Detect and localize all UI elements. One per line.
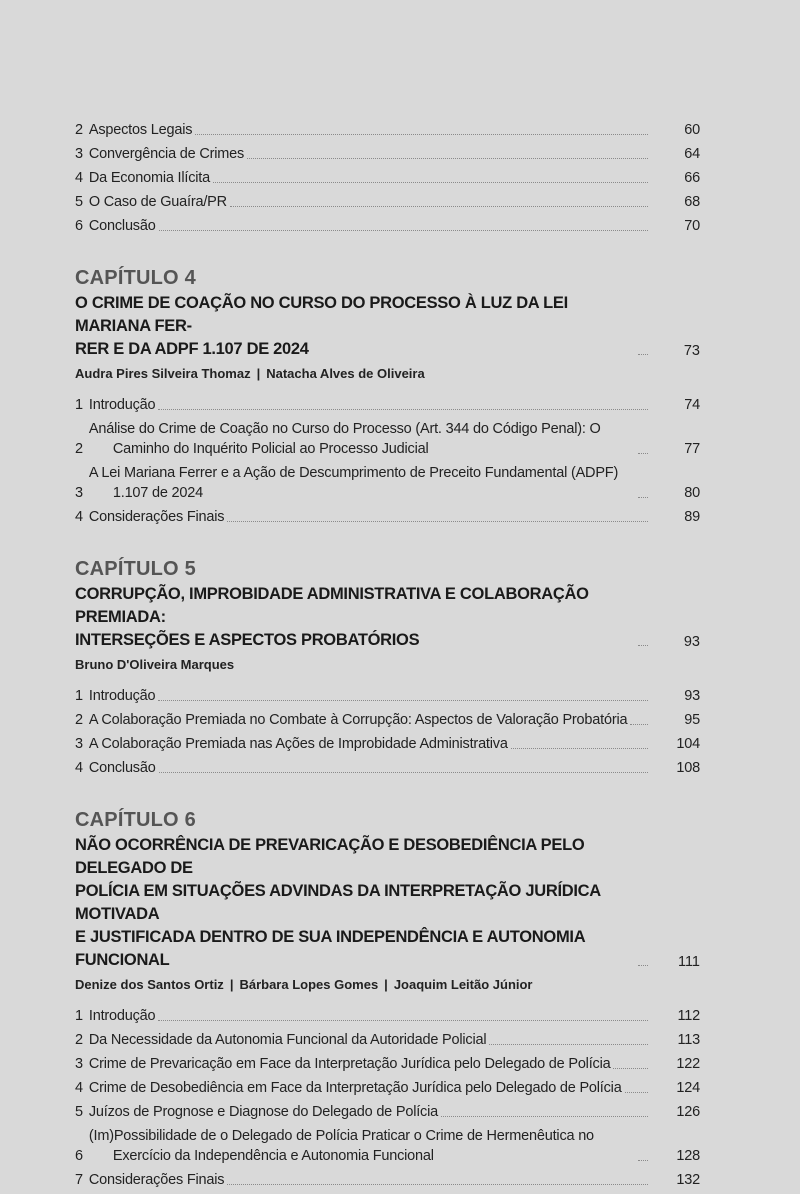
entry-title: Considerações Finais xyxy=(88,1172,225,1188)
chapter-title xyxy=(75,292,635,361)
toc-entry[interactable] xyxy=(75,1078,700,1098)
entry-title-wrap xyxy=(89,1102,652,1122)
entry-page-number: 113 xyxy=(677,1032,700,1048)
dot-leader xyxy=(638,452,648,454)
dot-leader xyxy=(227,520,648,522)
entry-title-wrap xyxy=(89,192,652,212)
toc-entry[interactable] xyxy=(75,1102,700,1122)
toc-entry[interactable] xyxy=(75,463,700,503)
entry-number: 6 xyxy=(75,1148,83,1164)
entry-page-number: 66 xyxy=(684,170,700,186)
entry-title-wrap xyxy=(89,507,652,527)
chapter-title-line: POLÍCIA EM SITUAÇÕES ADVINDAS DA INTERPRETAÇÃO JURÍDICA MOTIVADA xyxy=(75,882,601,923)
dot-leader xyxy=(159,229,648,231)
entry-page-number: 95 xyxy=(684,712,700,728)
entry-page-number: 126 xyxy=(676,1104,700,1120)
entry-number: 3 xyxy=(75,485,83,501)
chapter-block xyxy=(75,557,700,778)
entry-page-number: 128 xyxy=(676,1148,700,1164)
entry-number: 2 xyxy=(75,712,83,728)
entry-title: O Caso de Guaíra/PR xyxy=(88,194,227,210)
entry-title-wrap xyxy=(89,168,652,188)
entry-title: A Colaboração Premiada nas Ações de Improbidade Administrativa xyxy=(88,736,508,752)
entry-title-wrap xyxy=(89,1006,652,1026)
dot-leader xyxy=(158,1019,648,1021)
entry-title-wrap xyxy=(89,1030,652,1050)
entry-title: A Colaboração Premiada no Combate à Corrupção: Aspectos de Valoração Probatória xyxy=(88,712,628,728)
entry-title-wrap xyxy=(89,710,652,730)
author-separator: | xyxy=(229,977,234,992)
dot-leader xyxy=(230,205,648,207)
toc-entry[interactable] xyxy=(75,758,700,778)
entry-number: 7 xyxy=(75,1172,83,1188)
chapter-title-row[interactable] xyxy=(75,583,700,652)
dot-leader xyxy=(638,964,648,966)
entry-title: Crime de Desobediência em Face da Interpretação Jurídica pelo Delegado de Polícia xyxy=(88,1080,622,1096)
previous-chapter-entries xyxy=(75,120,700,236)
entry-title: (Im)Possibilidade de o Delegado de Polícia Praticar o Crime de Hermenêutica no Exercício da Independência e Autonomia Funcional xyxy=(88,1128,594,1164)
chapter-title-line: E JUSTIFICADA DENTRO DE SUA INDEPENDÊNCIA E AUTONOMIA FUNCIONAL xyxy=(75,928,585,969)
chapter-authors xyxy=(75,656,700,674)
dot-leader xyxy=(158,699,648,701)
chapter-title-line: CORRUPÇÃO, IMPROBIDADE ADMINISTRATIVA E COLABORAÇÃO PREMIADA: xyxy=(75,585,589,626)
dot-leader xyxy=(159,771,648,773)
chapter-authors xyxy=(75,365,700,383)
toc-entry[interactable] xyxy=(75,144,700,164)
entry-page-number: 112 xyxy=(677,1008,700,1024)
author-name: Audra Pires Silveira Thomaz xyxy=(75,366,251,381)
toc-entry[interactable] xyxy=(75,1006,700,1026)
entry-number: 3 xyxy=(75,736,83,752)
toc-entry[interactable] xyxy=(75,120,700,140)
entry-title-wrap xyxy=(89,1126,652,1166)
entry-title: Considerações Finais xyxy=(88,509,225,525)
toc-entry[interactable] xyxy=(75,168,700,188)
chapter-block xyxy=(75,808,700,1190)
entry-page-number: 68 xyxy=(684,194,700,210)
entry-title: Conclusão xyxy=(88,218,156,234)
chapter-title-row[interactable] xyxy=(75,834,700,972)
entry-title-wrap xyxy=(89,395,652,415)
entry-page-number: 93 xyxy=(684,688,700,704)
entry-title-wrap xyxy=(89,144,652,164)
chapters-list xyxy=(75,266,700,1190)
entry-title: Conclusão xyxy=(88,760,156,776)
chapter-title-wrap xyxy=(75,834,652,972)
entry-title-wrap xyxy=(89,758,652,778)
entry-number: 2 xyxy=(75,122,83,138)
author-name: Denize dos Santos Ortiz xyxy=(75,977,224,992)
entry-page-number: 122 xyxy=(676,1056,700,1072)
toc-entry[interactable] xyxy=(75,686,700,706)
entry-page-number: 124 xyxy=(676,1080,700,1096)
dot-leader xyxy=(213,181,648,183)
entry-title: Introdução xyxy=(88,397,156,413)
entry-number: 4 xyxy=(75,760,83,776)
entry-page-number: 132 xyxy=(676,1172,700,1188)
toc-entry[interactable] xyxy=(75,734,700,754)
dot-leader xyxy=(638,496,648,498)
author-name: Joaquim Leitão Júnior xyxy=(393,977,533,992)
dot-leader xyxy=(613,1067,648,1069)
chapter-authors xyxy=(75,976,700,994)
dot-leader xyxy=(247,157,648,159)
dot-leader xyxy=(625,1091,648,1093)
dot-leader xyxy=(489,1043,648,1045)
toc-entry[interactable] xyxy=(75,216,700,236)
chapter-title-row[interactable] xyxy=(75,292,700,361)
chapter-title-line: RER E DA ADPF 1.107 DE 2024 xyxy=(75,340,309,358)
dot-leader xyxy=(511,747,648,749)
entry-title-wrap xyxy=(89,120,652,140)
toc-entry[interactable] xyxy=(75,507,700,527)
entry-page-number: 108 xyxy=(676,760,700,776)
entry-number: 2 xyxy=(75,441,83,457)
chapter-page-number: 93 xyxy=(683,634,700,650)
chapter-title-line: NÃO OCORRÊNCIA DE PREVARICAÇÃO E DESOBEDIÊNCIA PELO DELEGADO DE xyxy=(75,836,585,877)
entry-page-number: 64 xyxy=(684,146,700,162)
toc-entry[interactable] xyxy=(75,710,700,730)
toc-entry[interactable] xyxy=(75,1054,700,1074)
dot-leader xyxy=(630,723,648,725)
entry-number: 1 xyxy=(75,1008,83,1024)
entry-title-wrap xyxy=(89,463,652,503)
entry-title: Da Necessidade da Autonomia Funcional da Autoridade Policial xyxy=(88,1032,487,1048)
dot-leader xyxy=(638,644,648,646)
chapter-label: CAPÍTULO 6 xyxy=(75,809,196,831)
entry-page-number: 70 xyxy=(684,218,700,234)
dot-leader xyxy=(441,1115,648,1117)
dot-leader xyxy=(638,1159,648,1161)
toc-entry[interactable] xyxy=(75,419,700,459)
entry-number: 3 xyxy=(75,1056,83,1072)
chapter-title-wrap xyxy=(75,292,652,361)
entry-number: 4 xyxy=(75,509,83,525)
chapter-title-wrap xyxy=(75,583,652,652)
chapter-page-number: 111 xyxy=(677,954,700,970)
toc-entry[interactable] xyxy=(75,1126,700,1166)
chapter-label: CAPÍTULO 5 xyxy=(75,558,196,580)
chapter-label: CAPÍTULO 4 xyxy=(75,267,196,289)
entry-title-wrap xyxy=(89,419,652,459)
entry-number: 2 xyxy=(75,1032,83,1048)
chapter-title-line: O CRIME DE COAÇÃO NO CURSO DO PROCESSO À LUZ DA LEI MARIANA FER- xyxy=(75,294,568,335)
chapter-block xyxy=(75,266,700,527)
entry-number: 5 xyxy=(75,1104,83,1120)
author-name: Bruno D'Oliveira Marques xyxy=(75,657,235,672)
table-of-contents xyxy=(75,120,700,1194)
entry-number: 4 xyxy=(75,170,83,186)
entry-page-number: 74 xyxy=(684,397,700,413)
entry-title-wrap xyxy=(89,1054,652,1074)
entry-title-wrap xyxy=(89,734,652,754)
author-separator: | xyxy=(384,977,388,992)
entry-title: Análise do Crime de Coação no Curso do Processo (Art. 344 do Código Penal): O Caminho do Inquérito Policial ao Processo Judicial xyxy=(88,421,601,457)
entry-page-number: 104 xyxy=(676,736,700,752)
entry-title: Crime de Prevaricação em Face da Interpretação Jurídica pelo Delegado de Polícia xyxy=(88,1056,611,1072)
author-name: Bárbara Lopes Gomes xyxy=(239,977,379,992)
entry-number: 4 xyxy=(75,1080,83,1096)
entry-number: 3 xyxy=(75,146,83,162)
entry-title-wrap xyxy=(89,686,652,706)
toc-entry[interactable] xyxy=(75,192,700,212)
toc-entry[interactable] xyxy=(75,1030,700,1050)
chapter-page-number: 73 xyxy=(683,343,700,359)
entry-title: Da Economia Ilícita xyxy=(88,170,210,186)
entry-title: A Lei Mariana Ferrer e a Ação de Descumprimento de Preceito Fundamental (ADPF) 1.107 de 2024 xyxy=(88,465,619,501)
entry-page-number: 80 xyxy=(684,485,700,501)
entry-number: 1 xyxy=(75,688,83,704)
dot-leader xyxy=(158,408,648,410)
dot-leader xyxy=(227,1183,648,1185)
entry-page-number: 89 xyxy=(684,509,700,525)
entry-page-number: 77 xyxy=(684,441,700,457)
author-name: Natacha Alves de Oliveira xyxy=(266,366,425,381)
chapter-title-line: INTERSEÇÕES E ASPECTOS PROBATÓRIOS xyxy=(75,631,420,649)
entry-title-wrap xyxy=(89,1078,652,1098)
entry-number: 5 xyxy=(75,194,83,210)
entry-title: Introdução xyxy=(88,688,156,704)
chapter-title xyxy=(75,834,635,972)
dot-leader xyxy=(638,353,648,355)
toc-entry[interactable] xyxy=(75,395,700,415)
chapter-title xyxy=(75,583,635,652)
entry-number: 6 xyxy=(75,218,83,234)
entry-title-wrap xyxy=(89,1170,652,1190)
author-separator: | xyxy=(256,366,261,381)
entry-title: Aspectos Legais xyxy=(88,122,193,138)
entry-title: Juízos de Prognose e Diagnose do Delegado de Polícia xyxy=(88,1104,438,1120)
toc-entry[interactable] xyxy=(75,1170,700,1190)
entry-title: Introdução xyxy=(88,1008,156,1024)
dot-leader xyxy=(195,133,648,135)
entry-title-wrap xyxy=(89,216,652,236)
entry-title: Convergência de Crimes xyxy=(88,146,245,162)
entry-number: 1 xyxy=(75,397,83,413)
entry-page-number: 60 xyxy=(684,122,700,138)
